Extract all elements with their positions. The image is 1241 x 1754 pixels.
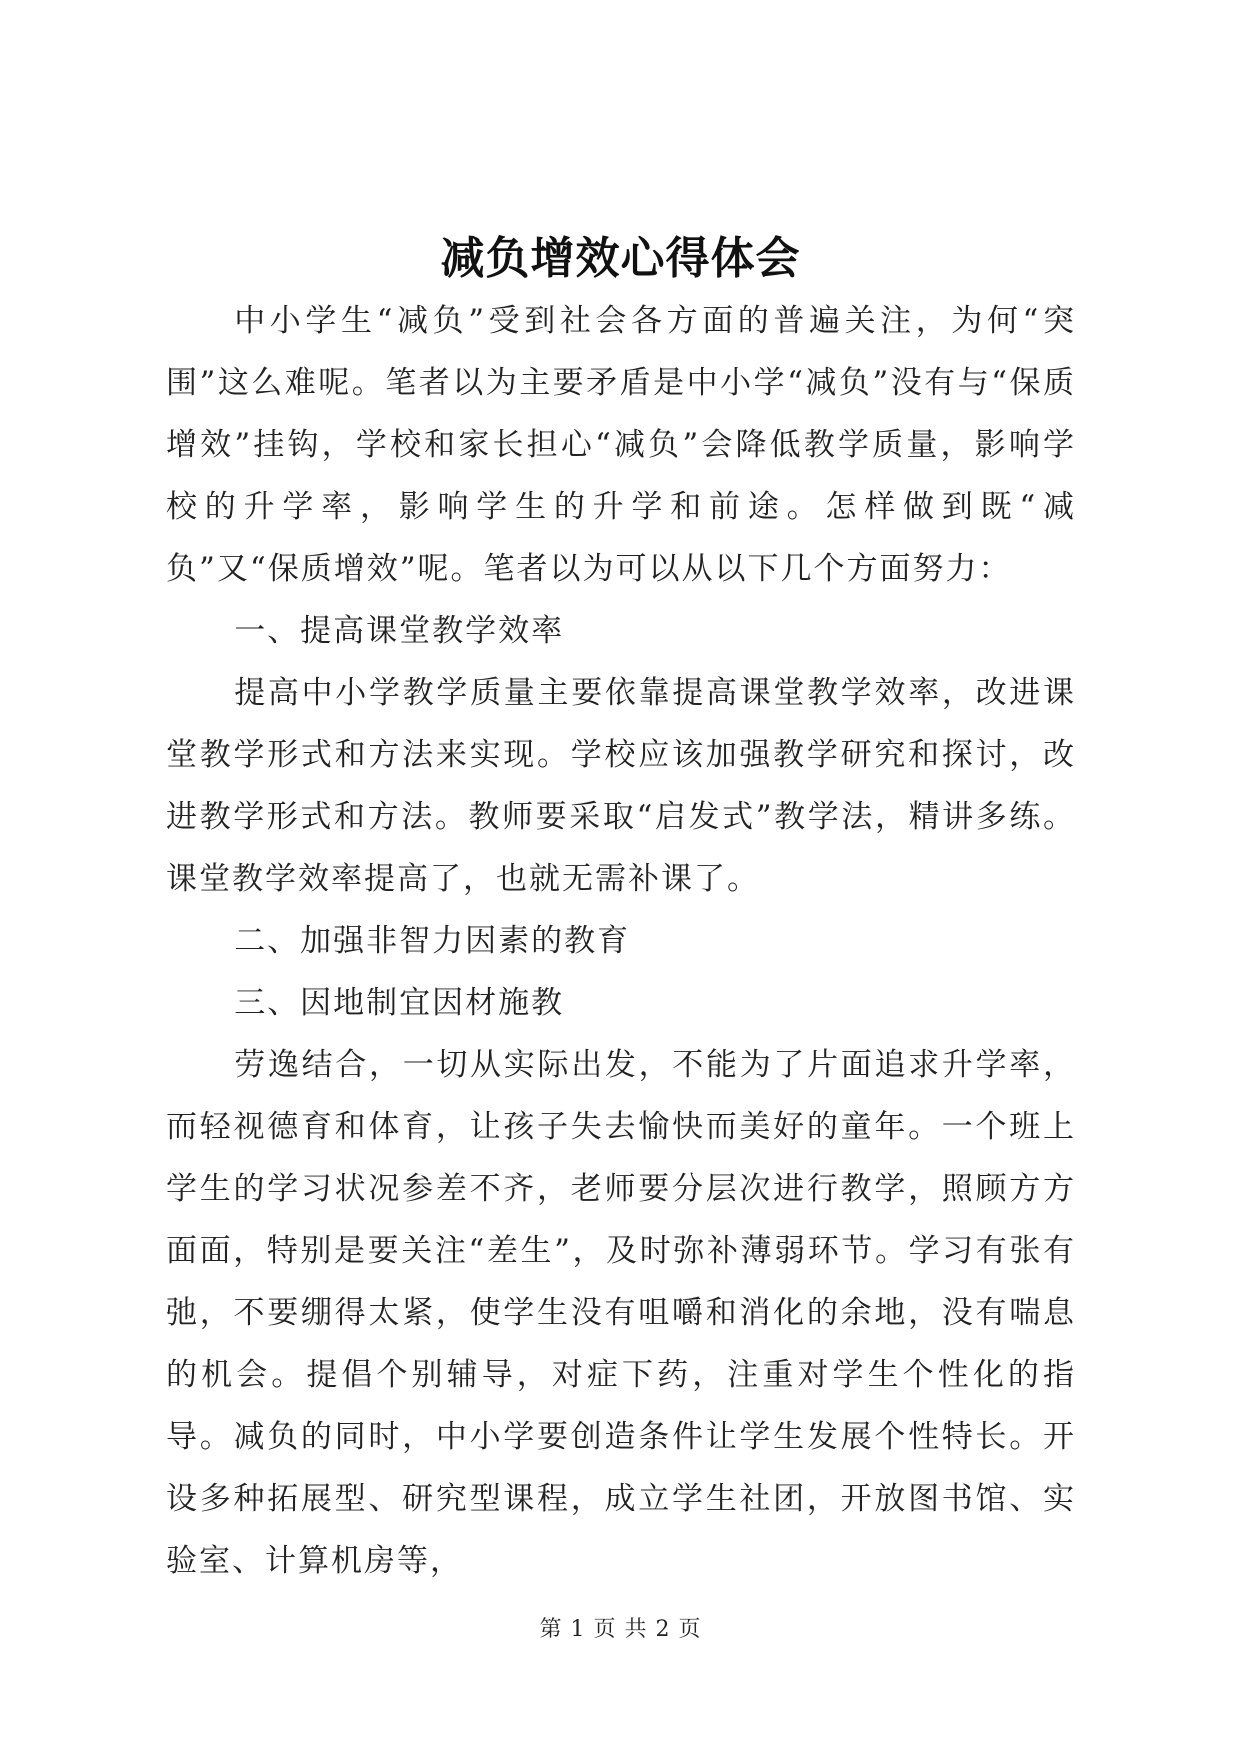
paragraph-intro: 中小学生“减负”受到社会各方面的普遍关注，为何“突围”这么难呢。笔者以为主要矛盾是中小学“减负”没有与“保质增效”挂钩，学校和家长担心“减负”会降低教学质量，影响学校的升学率，影响学生的升学和前途。怎样做到既“减负”又“保质增效”呢。笔者以为可以从以下几个方面努力： [166,303,1076,587]
section-heading-3: 三、因地制宜因材施教 [234,985,565,1021]
section-heading-2: 二、加强非智力因素的教育 [234,923,631,959]
page-footer: 第 1 页 共 2 页 [539,1617,702,1642]
document-body [166,290,1076,1592]
paragraph-section-3: 劳逸结合，一切从实际出发，不能为了片面追求升学率，而轻视德育和体育，让孩子失去愉快而美好的童年。一个班上学生的学习状况参差不齐，老师要分层次进行教学，照顾方方面面，特别是要关注“差生”，及时弥补薄弱环节。学习有张有弛，不要绷得太紧，使学生没有咀嚼和消化的余地，没有喘息的机会。提倡个别辅导，对症下药，注重对学生个性化的指导。减负的同时，中小学要创造条件让学生发展个性特长。开设多种拓展型、研究型课程，成立学生社团，开放图书馆、实验室、计算机房等， [166,1047,1076,1579]
paragraph-section-1: 提高中小学教学质量主要依靠提高课堂教学效率，改进课堂教学形式和方法来实现。学校应该加强教学研究和探讨，改进教学形式和方法。教师要采取“启发式”教学法，精讲多练。课堂教学效率提高了，也就无需补课了。 [166,675,1076,897]
section-heading-1: 一、提高课堂教学效率 [234,613,565,649]
document-title: 减负增效心得体会 [440,233,801,284]
